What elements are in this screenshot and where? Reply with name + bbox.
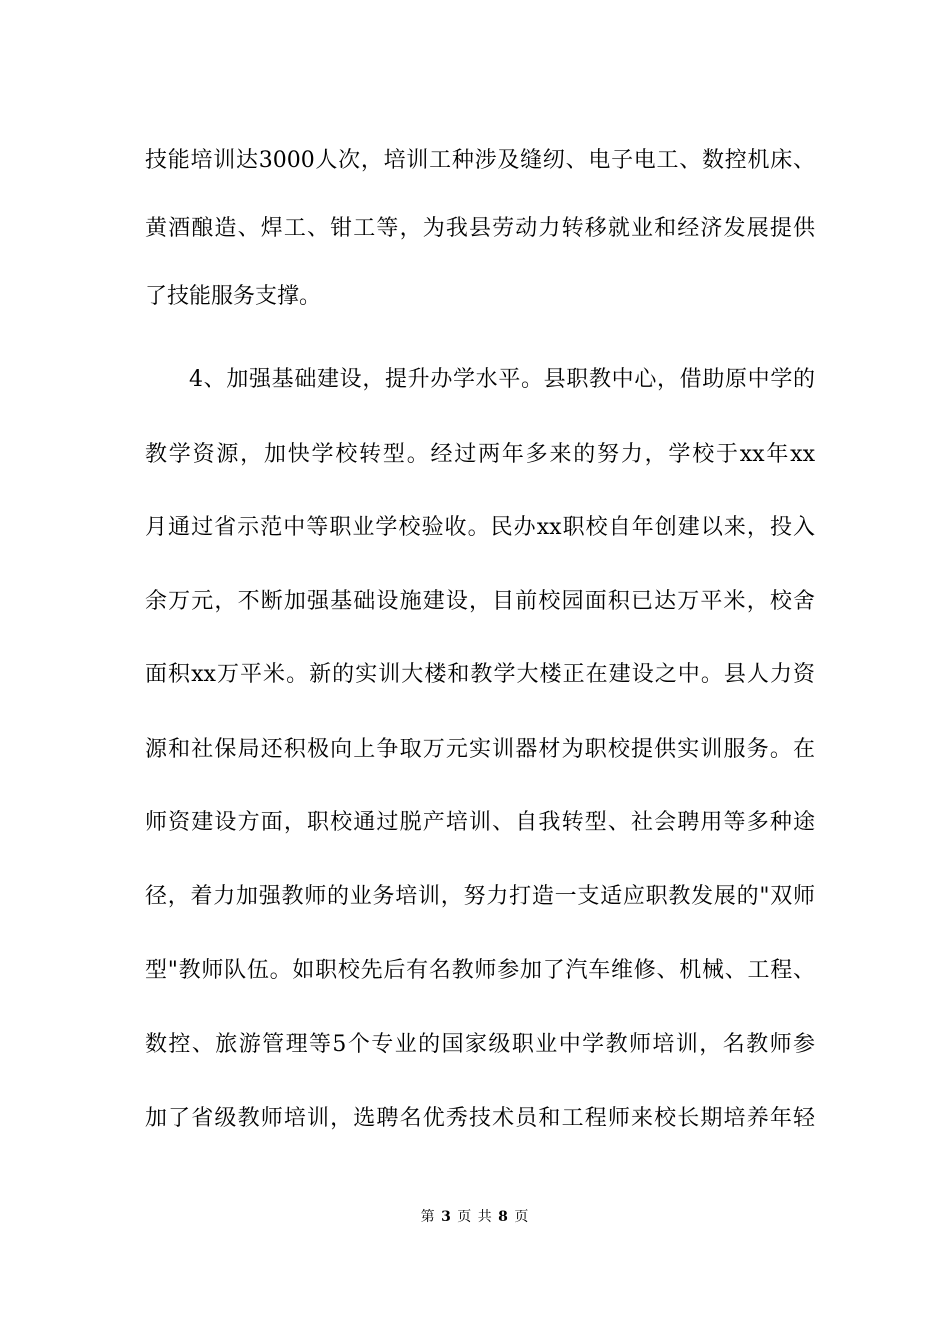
- text-line: 月通过省示范中等职业学校验收。民办xx职校自年创建以来，投入: [145, 515, 815, 540]
- text-line: 黄酒酿造、焊工、钳工等，为我县劳动力转移就业和经济发展提供: [145, 216, 815, 241]
- text-line: 型"教师队伍。如职校先后有名教师参加了汽车维修、机械、工程、: [145, 958, 815, 983]
- total-page-number: 8: [498, 1209, 509, 1225]
- text-line: 教学资源，加快学校转型。经过两年多来的努力，学校于xx年xx: [145, 442, 815, 467]
- text-line: 技能培训达3000人次，培训工种涉及缝纫、电子电工、数控机床、: [145, 148, 815, 173]
- page-footer: [0, 1208, 950, 1226]
- text-line: 径，着力加强教师的业务培训，努力打造一支适应职教发展的"双师: [145, 884, 815, 909]
- text-line: 加了省级教师培训，选聘名优秀技术员和工程师来校长期培养年轻: [145, 1106, 815, 1131]
- text-line: 余万元，不断加强基础设施建设，目前校园面积已达万平米，校舍: [145, 589, 815, 614]
- text-line: 面积xx万平米。新的实训大楼和教学大楼正在建设之中。县人力资: [145, 662, 815, 687]
- text-line: 了技能服务支撑。: [145, 284, 322, 309]
- footer-prefix: 第: [420, 1209, 436, 1225]
- text-line: 数控、旅游管理等5个专业的国家级职业中学教师培训，名教师参: [145, 1032, 815, 1057]
- footer-suffix: 页: [514, 1209, 530, 1225]
- text-line: 源和社保局还积极向上争取万元实训器材为职校提供实训服务。在: [145, 737, 815, 762]
- text-line: 师资建设方面，职校通过脱产培训、自我转型、社会聘用等多种途: [145, 810, 815, 835]
- footer-middle: 页 共: [457, 1209, 493, 1225]
- current-page-number: 3: [441, 1209, 452, 1225]
- paragraph-first-line: 4、加强基础建设，提升办学水平。县职教中心，借助原中学的: [189, 367, 815, 392]
